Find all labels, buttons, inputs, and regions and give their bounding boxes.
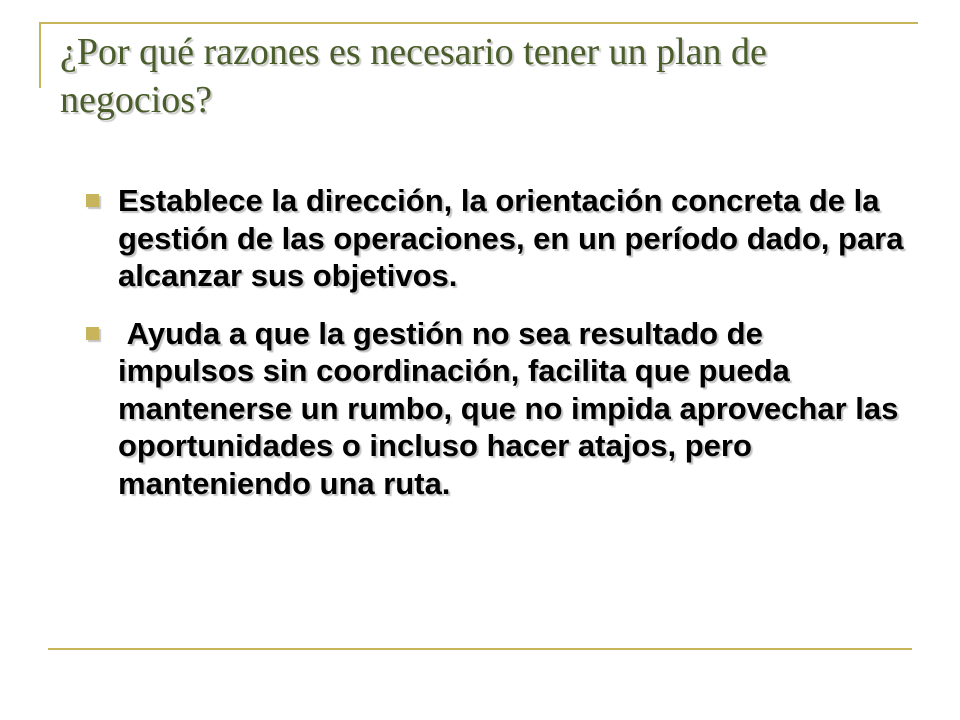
bullet-text-2: Ayuda a que la gestión no sea resultado de impulsos sin coordinación, facilita que pueda mantenerse un rumbo, que no impida aprovechar las oportunidades o incluso hacer atajos, pero manteniendo una ruta. <box>118 315 907 501</box>
bullet-list <box>84 182 907 502</box>
bullet-text-1: Establece la dirección, la orientación concreta de la gestión de las operaciones, en un período dado, para alcanzar sus objetivos. <box>118 183 904 293</box>
square-bullet-icon <box>86 194 99 207</box>
bullet-item-1 <box>84 182 904 295</box>
square-bullet-icon <box>86 327 99 340</box>
bottom-divider-line <box>48 648 912 650</box>
slide-title: ¿Por qué razones es necesario tener un plan de negocios? <box>60 31 767 121</box>
top-divider-line <box>40 22 918 24</box>
left-accent-line <box>39 22 41 88</box>
bullet-item-2 <box>84 315 907 503</box>
